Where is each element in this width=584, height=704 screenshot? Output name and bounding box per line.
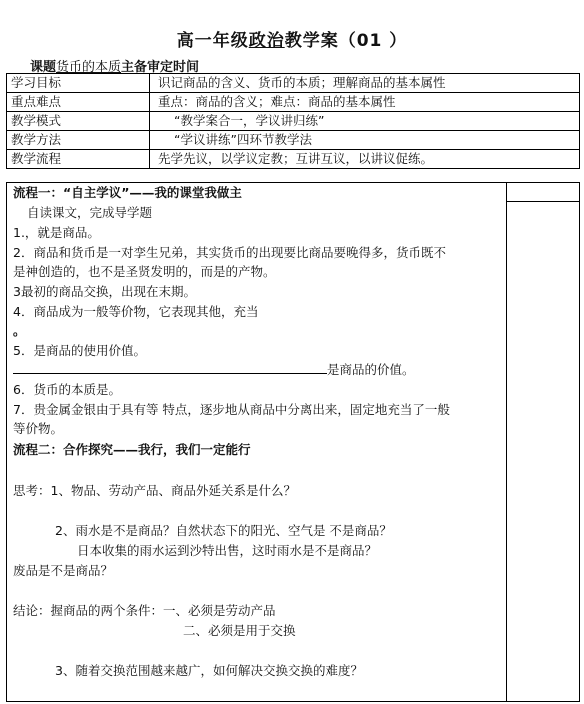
flow-one-heading: 流程一：“自主学议”——我的课堂我做主 [13,185,242,200]
think-question-1: 思考：1、物品、劳动产品、商品外延关系是什么？ [13,483,296,498]
conclusion-line-1: 结论：握商品的两个条件：一、必须是劳动产品 [13,603,276,618]
topic-name: 货币的本质 [56,60,122,75]
question-2-line-1: 2．商品和货币是一对孪生兄弟，其实货币的出现要比商品要晚得多，货币既不 [13,245,446,260]
row-value: 先学先议，以学议定教；互讲互议，以讲议促练。 [150,150,580,169]
think-question-3: 3、随着交换范围越来越广，如何解决交换交换的难度？ [55,663,363,678]
think-question-2-extra: 废品是不是商品？ [13,563,114,578]
instruction: 自读课文，完成导学题 [27,205,153,220]
table-row [7,74,580,93]
question-7-line-2: 等价物。 [13,421,64,436]
title-subject: 政治 [248,31,285,51]
row-key: 教学模式 [7,112,150,131]
title-prefix: 高一年级 [176,31,249,51]
think-question-2: 2、雨水是不是商品？自然状态下的阳光、空气是 不是商品？ [55,523,392,538]
page-title [0,26,584,51]
table-row [7,131,580,150]
think-question-2-detail: 日本收集的雨水运到沙特出售，这时雨水是不是商品？ [77,543,378,558]
title-suffix: 教学案（01 ） [284,31,408,51]
question-4-end: 。 [13,323,26,338]
question-6: 6．货币的本质是。 [13,382,121,397]
row-value: “教学案合一，学议讲归练” [150,112,580,131]
topic-meta: 主备审定时间 [121,60,200,75]
notes-divider [507,201,579,202]
row-key: 学习目标 [7,74,150,93]
topic-label: 课题 [30,60,57,75]
table-row [7,93,580,112]
question-5: 5．是商品的使用价值。 [13,343,146,358]
question-2-line-2: 是神创造的，也不是圣贤发明的，而是的产物。 [13,264,276,279]
table-row [7,112,580,131]
notes-column [506,183,579,701]
conclusion-line-2: 二、必须是用于交换 [183,623,296,638]
flow-two-heading: 流程二：合作探究——我行，我们一定能行 [13,442,251,457]
row-value: 重点：商品的含义；难点：商品的基本属性 [150,93,580,112]
question-1: 1.，就是商品。 [13,225,100,240]
row-key: 重点难点 [7,93,150,112]
lesson-process-box [6,182,580,702]
question-5-continuation: 是商品的价值。 [327,362,415,377]
question-3: 3最初的商品交换，出现在末期。 [13,284,196,299]
row-value: 识记商品的含义、货币的本质；理解商品的基本属性 [150,74,580,93]
question-4: 4．商品成为一般等价物，它表现其他，充当 [13,304,259,319]
row-value: “学议讲练”四环节教学法 [150,131,580,150]
table-row [7,150,580,169]
blank-line [13,361,327,374]
row-key: 教学流程 [7,150,150,169]
row-key: 教学方法 [7,131,150,150]
lesson-info-table [6,73,580,169]
question-7-line-1: 7．贵金属金银由于具有等 特点，逐步地从商品中分离出来，固定地充当了一般 [13,402,450,417]
